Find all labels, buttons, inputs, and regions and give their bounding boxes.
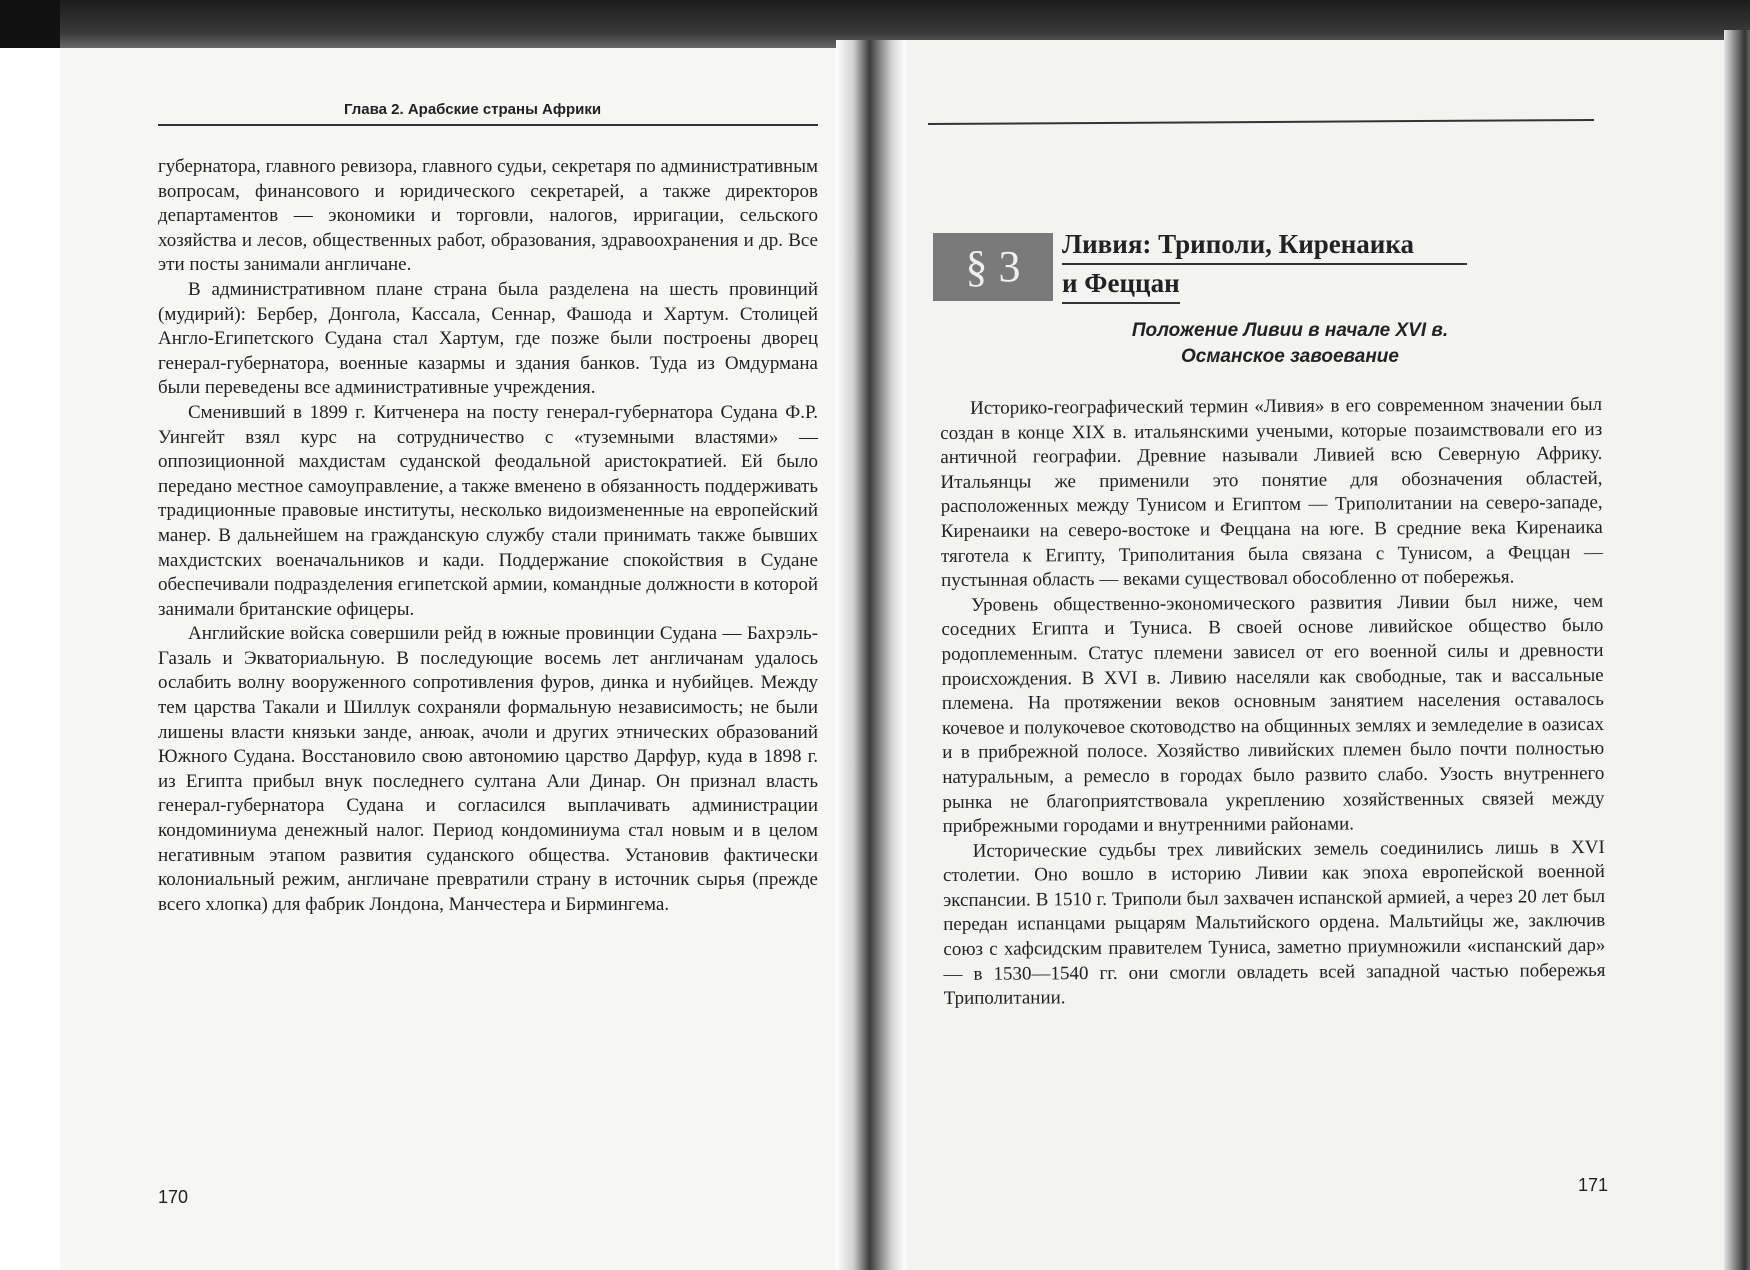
paragraph: В административном плане страна была разделена на шесть провинций (мудирий): Бербер, Донгола, Кассала, Сеннар, Фашода и Хартум. Столицей Англо-Египетского Судана стал Хартум, где позже были построены дворец генерал-губернатора, военные казармы и здания банков. Туда из Омдурмана были переведены все административные учреждения. xyxy=(158,278,818,399)
right-page-body xyxy=(940,393,1606,1012)
paragraph: Сменивший в 1899 г. Китченера на посту генерал-губернатора Судана Ф.Р. Уингейт взял курс на сотрудничество с «туземными властями» — оппозиционной махдистам суданской феодальной аристократией. Ей было передано местное самоуправление, а также вменено в обязанность поддерживать традиционные правовые институты, несколько видоизмененные на европейский манер. В дальнейшем на гражданскую службу стали принимать также бывших махдистских военачальников и кади. Поддержание спокойствия в Судане обеспечивали подразделения египетской армии, командные должности в которой занимали британские офицеры. xyxy=(158,401,818,620)
section-title-line: и Феццан xyxy=(1062,265,1180,304)
paragraph: Английские войска совершили рейд в южные провинции Судана — Бахрэль-Газаль и Экваториальную. В последующие восемь лет англичанам удалось ослабить волну вооруженного сопротивления фуров, динка и нубийцев. Между тем царства Такали и Шиллук сохраняли формальную независимость; не были лишены власти князьки занде, анюак, ачоли и других этнических образований Южного Судана. Восстановило свою автономию царство Дарфур, куда в 1898 г. из Египта прибыл внук последнего султана Али Динар. Он признал власть генерал-губернатора Судана и согласился выплачивать администрации кондоминиума денежный налог. Период кондоминиума стал новым и в целом негативным этапом развития суданского общества. Установив фактически колониальный режим, англичане превратили страну в источник сырья (прежде всего хлопка) для фабрик Лондона, Манчестера и Бирмингема. xyxy=(158,623,818,915)
subsection-line: Положение Ливии в начале XVI в. xyxy=(1131,320,1449,341)
paragraph: Историко-географический термин «Ливия» в его современном значении был создан в конце XIX в. итальянскими учеными, которые позаимствовали его из античной географии. Древние называли Ливией всю Северную Африку. Итальянцы же применили это понятие для обозначения областей, расположенных между Тунисом и Египтом — Триполитании на северо-западе, Киренаики на северо-востоке и Феццана на юге. В средние века Киренаика тяготела к Египту, Триполитания была связана с Тунисом, а Феццан — пустынная область — веками существовал обособленно от побережья. xyxy=(940,393,1604,592)
left-page-body xyxy=(158,155,818,917)
section-title xyxy=(1062,226,1482,304)
section-title-line: Ливия: Триполи, Киренаика xyxy=(1062,226,1467,265)
section-badge: § 3 xyxy=(933,233,1053,301)
subsection-line: Османское завоевание xyxy=(1181,346,1399,367)
paragraph: губернатора, главного ревизора, главного судьи, секретаря по административным вопросам, финансового и юридического секретарей, а также директоров департаментов — экономики и торговли, налогов, ирригации, сельского хозяйства и лесов, общественных работ, образования, здравоохранения и др. Все эти посты занимали англичане. xyxy=(158,156,818,276)
subsection-heading xyxy=(1010,318,1570,370)
scan-corner-shadow xyxy=(0,0,60,48)
header-rule-left xyxy=(158,124,818,126)
scan-right-edge xyxy=(1724,30,1750,1270)
paragraph: Исторические судьбы трех ливийских земель соединились лишь в XVI столетии. Оно вошло в историю Ливии как эпоха европейской военной экспансии. В 1510 г. Триполи был захвачен испанской армией, а через 20 лет был передан испанцами рыцарям Мальтийского ордена. Мальтийцы же, заключив союз с хафсидским правителем Туниса, заметно приумножили «испанский дар» — в 1530—1540 гг. они смогли овладеть всей западной частью побережья Триполитании. xyxy=(942,836,1606,1010)
running-head: Глава 2. Арабские страны Африки xyxy=(344,101,602,118)
paragraph: Уровень общественно-экономического развития Ливии был ниже, чем соседних Египта и Туниса. В своей основе ливийское общество было родоплеменным. Статус племени зависел от его военной силы и древности происхождения. В XVI в. Ливию населяли как свободные, так и вассальные племена. На протяжении веков основным занятием населения оставалось кочевое и полукочевое скотоводство на общинных землях и земледелие в оазисах и в прибрежной полосе. Хозяйство ливийских племен было почти полностью натуральным, а ремесло в городах было развито слабо. Узость внутреннего рынка не благоприятствовала укреплению хозяйственных связей между прибрежными городами и внутренними районами. xyxy=(941,590,1605,838)
page-number-left: 170 xyxy=(158,1187,189,1207)
book-gutter-shadow xyxy=(836,40,906,1270)
page-number-right: 171 xyxy=(1578,1175,1609,1195)
